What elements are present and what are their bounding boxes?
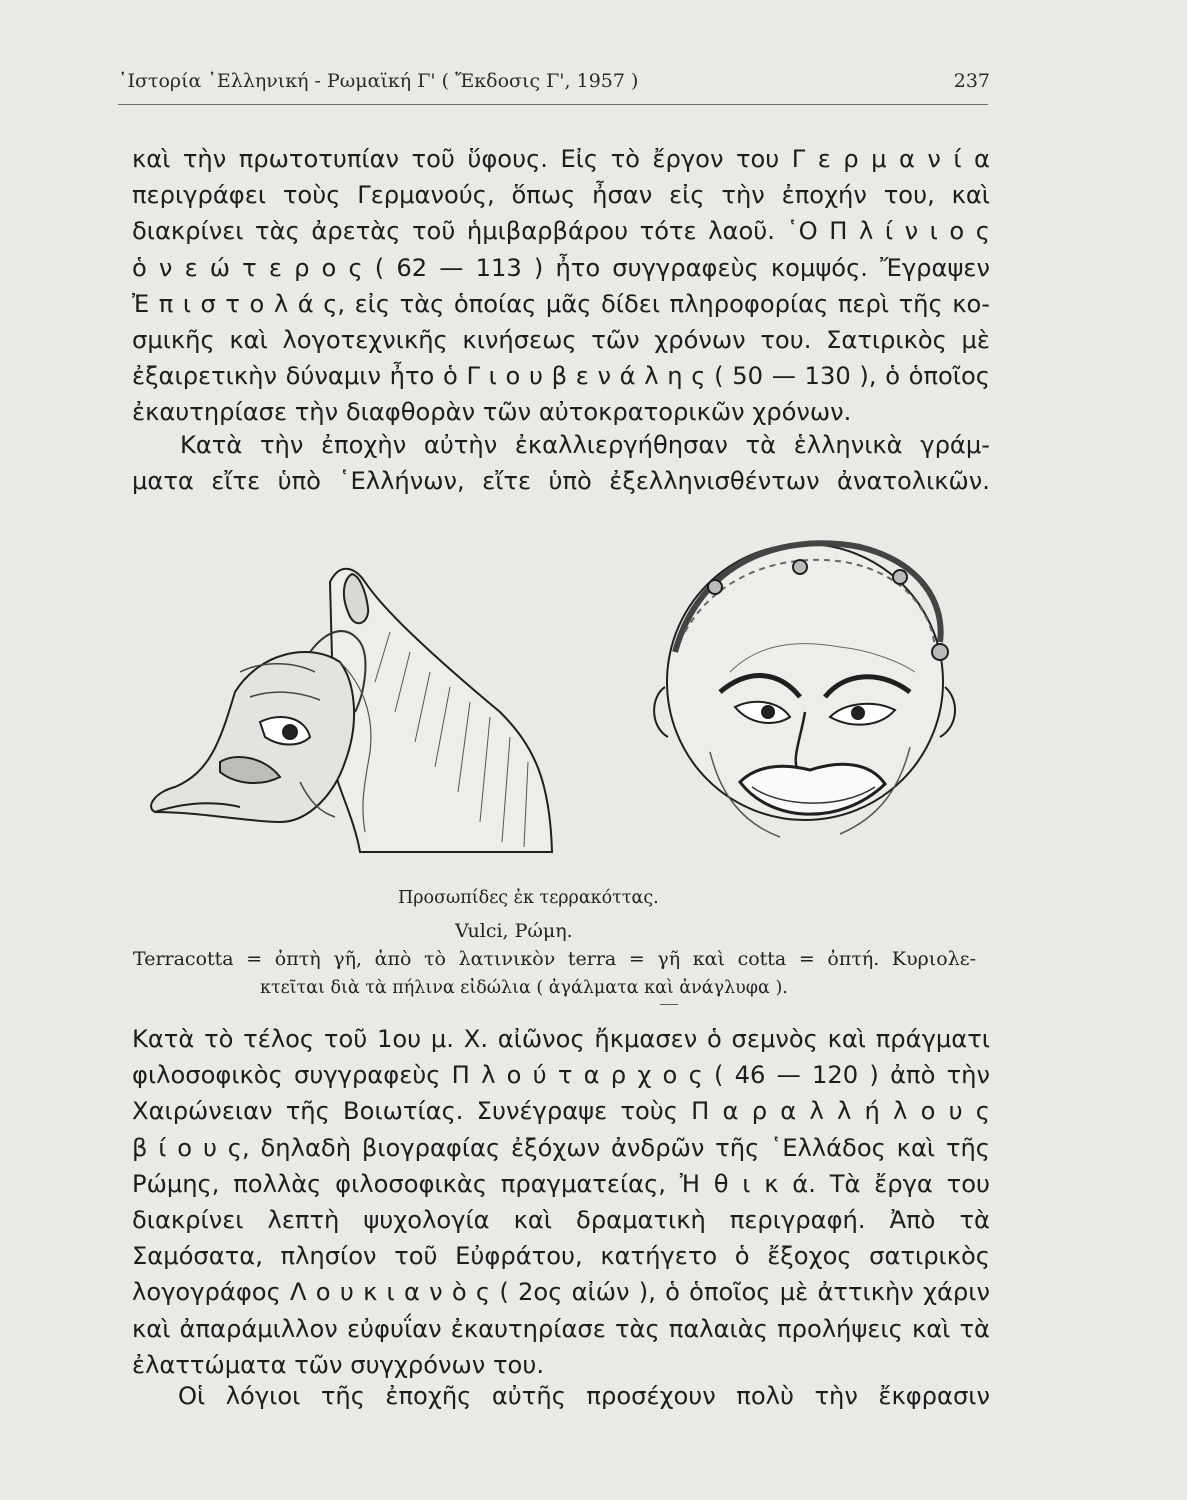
text-line: ἐλαττώματα τῶν συγχρόνων του. [132, 1350, 545, 1379]
figure-note-line-2: κτεῖται διὰ τὰ πήλινα εἰδώλια ( ἀγάλματα καὶ ἀνάγλυφα ). [260, 978, 788, 998]
text-line: ὁ ν ε ώ τ ε ρ ο ς ( 62 — 113 ) ἦτο συγγραφεὺς κομψός. Ἔγραψεν [132, 253, 990, 282]
header-rule [118, 104, 988, 105]
text-line: Κατὰ τὸ τέλος τοῦ 1ου μ. Χ. αἰῶνος ἤκμασεν ὁ σεμνὸς καὶ πράγματι [132, 1025, 990, 1053]
text-line: Οἱ λόγιοι τῆς ἐποχῆς αὐτῆς προσέχουν πολὺ τὴν ἔκφρασιν [178, 1382, 990, 1410]
note-rule [660, 1004, 678, 1005]
figure-caption: Προσωπίδες ἐκ τερρακόττας. [398, 888, 659, 908]
text-line: καὶ τὴν πρωτοτυπίαν τοῦ ὕφους. Εἰς τὸ ἔργον του Γ ε ρ μ α ν ί α [132, 145, 990, 173]
text-line: ματα εἴτε ὑπὸ ῾Ελλήνων, εἴτε ὑπὸ ἐξελληνισθέντων ἀνατολικῶν. [132, 467, 990, 496]
left-mask-illustration [151, 569, 552, 852]
figure-note-line-1: Terracotta = ὀπτὴ γῆ, ἀπὸ τὸ λατινικὸν terra = γῆ καὶ cotta = ὀπτή. Κυριολε- [133, 948, 976, 970]
paragraph-4 [132, 1378, 990, 1414]
text-line: ἐκαυτηρίασε τὴν διαφθορὰν τῶν αὐτοκρατορικῶν χρόνων. [132, 398, 852, 427]
paragraph-2 [132, 427, 990, 499]
text-line: Ρώμης, πολλὰς φιλοσοφικὰς πραγματείας, Ἠ θ ι κ ά. Τὰ ἔργα του [132, 1169, 990, 1198]
running-title: ῾Ιστορία ῾Ελληνική - Ρωμαϊκή Γ' ( Ἔκδοσις Γ', 1957 ) [118, 70, 639, 92]
text-line: Κατὰ τὴν ἐποχὴν αὐτὴν ἐκαλλιεργήθησαν τὰ ἑλληνικὰ γράμ- [180, 431, 990, 459]
text-line: ἐξαιρετικὴν δύναμιν ἦτο ὁ Γ ι ο υ β ε ν ά λ η ς ( 50 — 130 ), ὁ ὁποῖος [132, 362, 990, 391]
right-mask-illustration [654, 543, 955, 837]
text-line: Χαιρώνειαν τῆς Βοιωτίας. Συνέγραψε τοὺς Π α ρ α λ λ ή λ ο υ ς [132, 1097, 990, 1126]
text-line: Ἐ π ι σ τ ο λ ά ς, εἰς τὰς ὁποίας μᾶς δίδει πληροφορίας περὶ τῆς κο- [132, 289, 990, 318]
text-line: Σαμόσατα, πλησίον τοῦ Εὐφράτου, κατήγετο ὁ ἔξοχος σατιρικὸς [132, 1242, 990, 1271]
figure-terracotta-masks [140, 522, 970, 872]
text-line: καὶ ἀπαράμιλλον εὐφυΐαν ἐκαυτηρίασε τὰς παλαιὰς προλήψεις καὶ τὰ [132, 1314, 990, 1343]
paragraph-3 [132, 1021, 990, 1383]
paragraph-1 [132, 141, 990, 431]
masks-illustration [140, 522, 970, 872]
text-line: διακρίνει λεπτὴ ψυχολογία καὶ δραματικὴ περιγραφή. Ἀπὸ τὰ [132, 1206, 990, 1235]
text-line: σμικῆς καὶ λογοτεχνικῆς κινήσεως τῶν χρόνων του. Σατιρικὸς μὲ [132, 326, 990, 355]
text-line: φιλοσοφικὸς συγγραφεὺς Π λ ο ύ τ α ρ χ ο ς ( 46 — 120 ) ἀπὸ τὴν [132, 1061, 990, 1090]
text-line: διακρίνει τὰς ἀρετὰς τοῦ ἡμιβαρβάρου τότε λαοῦ. ῾Ο Π λ ί ν ι ο ς [132, 217, 990, 246]
text-line: β ί ο υ ς, δηλαδὴ βιογραφίας ἐξόχων ἀνδρῶν τῆς ῾Ελλάδος καὶ τῆς [132, 1133, 990, 1162]
text-line: περιγράφει τοὺς Γερμανούς, ὅπως ἦσαν εἰς τὴν ἐποχήν του, καὶ [132, 181, 990, 210]
page-number: 237 [953, 70, 990, 92]
figure-location: Vulci, Ρώμη. [455, 920, 573, 942]
text-line: λογογράφος Λ ο υ κ ι α ν ὸ ς ( 2ος αἰών ), ὁ ὁποῖος μὲ ἀττικὴν χάριν [132, 1278, 990, 1307]
